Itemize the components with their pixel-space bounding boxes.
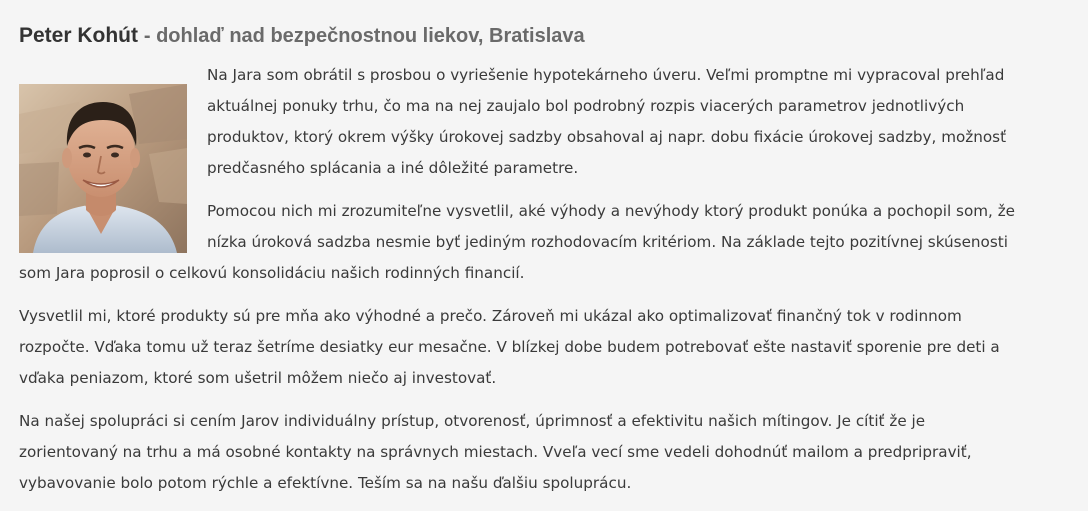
text-line: Na Jara som obrátil s prosbou o vyriešenie hypotekárneho úveru. Veľmi promptne mi vypracoval prehľad [207,66,1005,84]
text-line: Pomocou nich mi zrozumiteľne vysvetlil, aké výhody a nevýhody ktorý produkt ponúka a pochopil som, že [207,202,1016,220]
text-line: Na našej spolupráci si cením Jarov individuálny prístup, otvorenosť, úprimnosť a efektivitu našich mítingov. Je cítiť že je [19,412,926,430]
text-line: nízka úroková sadzba nesmie byť jediným rozhodovacím kritériom. Na základe tejto pozitívnej skúsenosti [207,233,1008,251]
text-line: Vysvetlil mi, ktoré produkty sú pre mňa ako výhodné a prečo. Zároveň mi ukázal ako optimalizovať finančný tok v rodinnom [19,307,962,325]
text-line: predčasného splácania a iné dôležité parametre. [207,159,579,177]
text-line: som Jara poprosil o celkovú konsolidáciu našich rodinných financií. [19,264,525,282]
text-line: produktov, ktorý okrem výšky úrokovej sadzby obsahoval aj napr. dobu fixácie úrokovej sadzby, možnosť [207,128,1007,146]
text-line: aktuálnej ponuky trhu, čo ma na nej zaujalo bol podrobný rozpis viacerých parametrov jednotlivých [207,97,965,115]
text-line: zorientovaný na trhu a má osobné kontakty na správnych miestach. Vveľa vecí sme vedeli dohodnúť mailom a predpripraviť, [19,443,972,461]
author-role: - dohlaď nad bezpečnostnou liekov, Bratislava [143,25,585,47]
testimonial-paragraph-3 [19,301,1071,394]
testimonial [19,0,1071,511]
testimonial-heading [19,0,1071,56]
text-line: vybavovanie bolo potom rýchle a efektívne. Teším sa na našu ďalšiu spoluprácu. [19,474,632,492]
testimonial-paragraph-4 [19,406,1071,499]
person-portrait-icon [19,84,187,253]
text-line: vďaka peniazom, ktoré som ušetril môžem niečo aj investovať. [19,369,497,387]
text-line: rozpočte. Vďaka tomu už teraz šetríme desiatky eur mesačne. V blízkej dobe budem potrebovať ešte nastaviť sporenie pre deti a [19,338,1000,356]
author-name: Peter Kohút [19,24,139,47]
